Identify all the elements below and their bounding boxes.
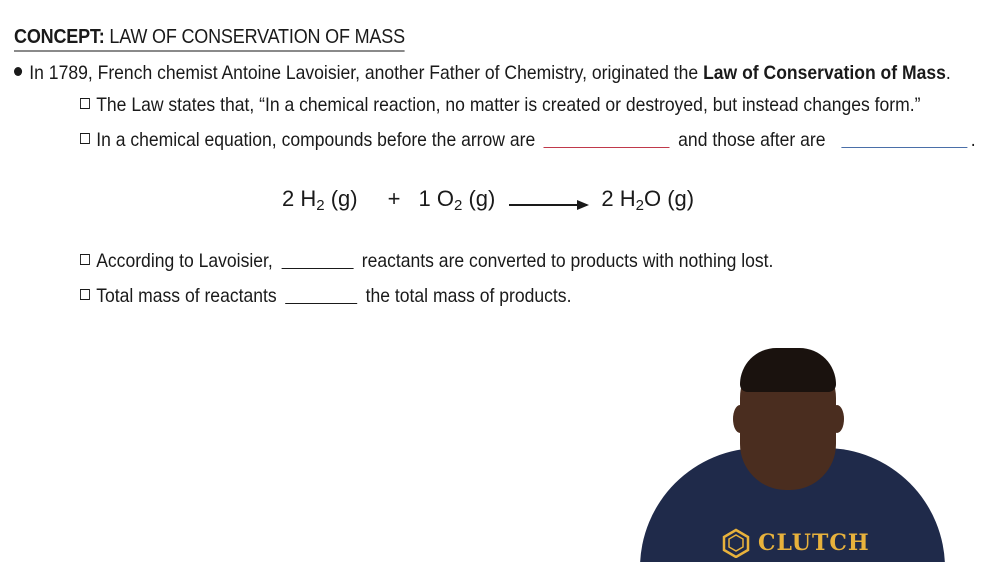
clutch-logo-text: CLUTCH: [758, 530, 870, 556]
state: (g): [468, 186, 496, 211]
sub-point-period: .: [970, 129, 976, 151]
product: [601, 186, 694, 212]
blank-reactants[interactable]: [544, 146, 670, 148]
subscript: 2: [453, 197, 463, 214]
presenter-hair: [740, 348, 836, 392]
sub-point-text-after: the total mass of products.: [365, 285, 572, 307]
main-bullet: [14, 62, 951, 85]
element: O: [436, 186, 454, 211]
state: (g): [330, 186, 358, 211]
clutch-logo: [722, 528, 870, 558]
reactant-1: [282, 186, 358, 212]
main-bullet-text: In 1789, French chemist Antoine Lavoisier, another Father of Chemistry, originated the: [29, 62, 704, 84]
reaction-arrow-icon: [509, 204, 587, 206]
blank-total-mass[interactable]: [285, 302, 357, 304]
coefficient: 1: [418, 186, 431, 211]
subscript: 2: [316, 197, 325, 214]
reactant-2: [418, 186, 495, 212]
plus-sign: +: [387, 186, 401, 211]
blank-products[interactable]: [841, 146, 967, 148]
bullet-dot-icon: [14, 67, 22, 76]
sub-point-text: According to Lavoisier,: [96, 250, 273, 272]
concept-label: CONCEPT:: [14, 26, 105, 48]
blank-lavoisier[interactable]: [281, 267, 353, 269]
hexagon-icon: [722, 528, 750, 558]
coefficient: 2: [601, 186, 614, 211]
chemical-equation: [282, 186, 694, 212]
element: H: [300, 186, 317, 211]
element: H: [619, 186, 636, 211]
element: O: [643, 186, 662, 211]
law-name: Law of Conservation of Mass: [703, 62, 946, 84]
sub-point-law-statement: [80, 94, 920, 117]
page-title: [14, 26, 405, 52]
checkbox-icon: [80, 133, 90, 144]
checkbox-icon: [80, 254, 90, 265]
sub-point-text-middle: and those after are: [678, 129, 826, 151]
sub-point-text-after: reactants are converted to products with nothing lost.: [361, 250, 774, 272]
coefficient: 2: [282, 186, 295, 211]
concept-title: LAW OF CONSERVATION OF MASS: [109, 26, 405, 48]
sub-point-equation: [80, 129, 976, 152]
sub-point-total-mass: [80, 285, 571, 308]
checkbox-icon: [80, 98, 90, 109]
subscript: 2: [635, 197, 644, 214]
presenter-video: [640, 340, 960, 562]
sub-point-lavoisier: [80, 250, 773, 273]
sub-point-text: In a chemical equation, compounds before the arrow are: [96, 129, 536, 151]
state: (g): [667, 186, 695, 211]
sub-point-text: The Law states that, “In a chemical reaction, no matter is created or destroyed, but instead changes form.”: [96, 94, 921, 116]
main-bullet-period: .: [945, 62, 951, 84]
sub-point-text: Total mass of reactants: [96, 285, 277, 307]
checkbox-icon: [80, 289, 90, 300]
